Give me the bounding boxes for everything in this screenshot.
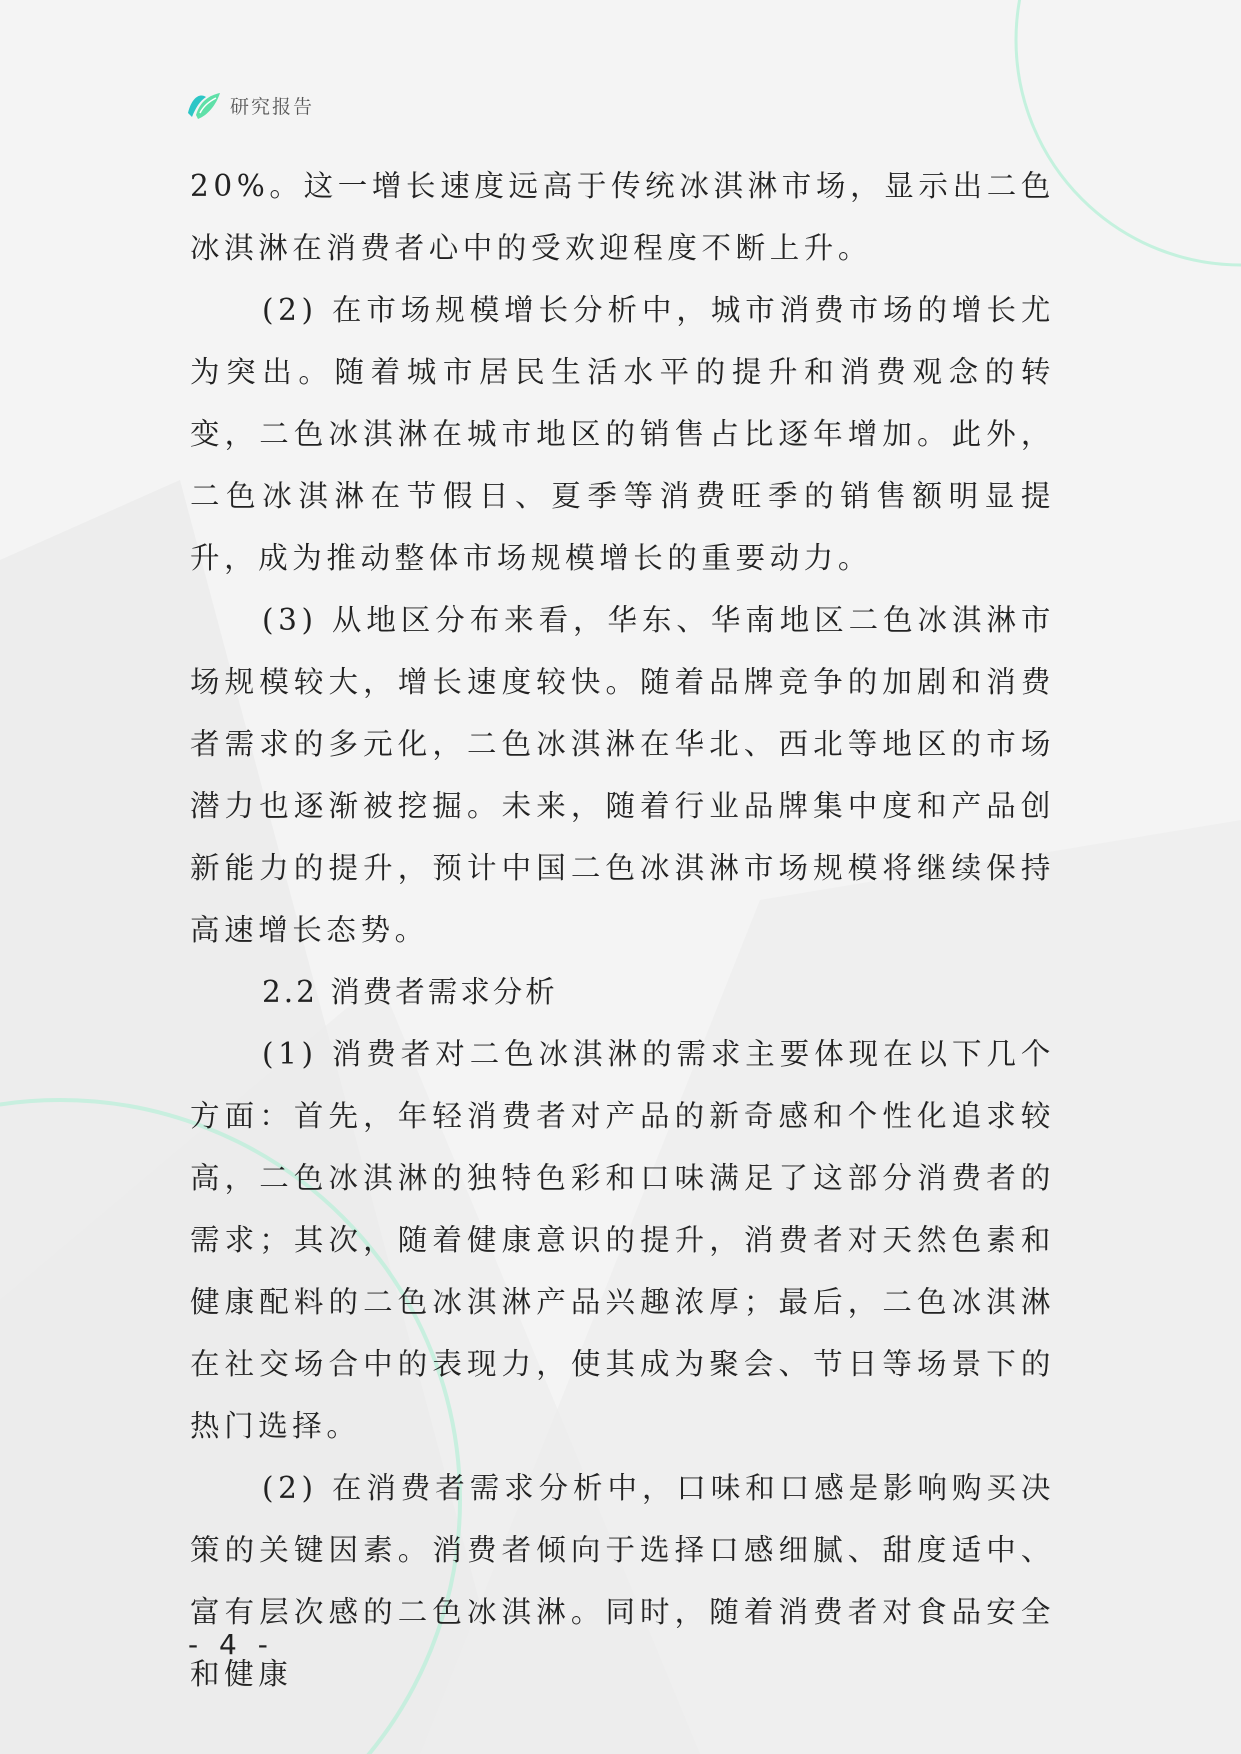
document-header — [186, 88, 314, 122]
paragraph: (3) 从地区分布来看，华东、华南地区二色冰淇淋市场规模较大，增长速度较快。随着品牌竞争的加剧和消费者需求的多元化，二色冰淇淋在华北、西北等地区的市场潜力也逐渐被挖掘。未来，随着行业品牌集中度和产品创新能力的提升，预计中国二色冰淇淋市场规模将继续保持高速增长态势。 — [190, 603, 1055, 947]
paragraph: (2) 在市场规模增长分析中，城市消费市场的增长尤为突出。随着城市居民生活水平的提升和消费观念的转变，二色冰淇淋在城市地区的销售占比逐年增加。此外，二色冰淇淋在节假日、夏季等消费旺季的销售额明显提升，成为推动整体市场规模增长的重要动力。 — [190, 293, 1055, 575]
header-title: 研究报告 — [230, 95, 315, 118]
paragraph: (1) 消费者对二色冰淇淋的需求主要体现在以下几个方面：首先，年轻消费者对产品的新奇感和个性化追求较高，二色冰淇淋的独特色彩和口味满足了这部分消费者的需求；其次，随着健康意识的提升，消费者对天然色素和健康配料的二色冰淇淋产品兴趣浓厚；最后，二色冰淇淋在社交场合中的表现力，使其成为聚会、节日等场景下的热门选择。 — [190, 1037, 1055, 1443]
section-heading: 2.2 消费者需求分析 — [262, 975, 558, 1009]
paragraph: (2) 在消费者需求分析中，口味和口感是影响购买决策的关键因素。消费者倾向于选择口感细腻、甜度适中、富有层次感的二色冰淇淋。同时，随着消费者对食品安全和健康 — [190, 1471, 1055, 1691]
leaf-logo-icon — [186, 89, 222, 121]
document-body — [190, 155, 1055, 1705]
page-number: - 4 - — [188, 1628, 274, 1661]
paragraph-continued: 20%。这一增长速度远高于传统冰淇淋市场，显示出二色冰淇淋在消费者心中的受欢迎程度不断上升。 — [190, 169, 1055, 265]
